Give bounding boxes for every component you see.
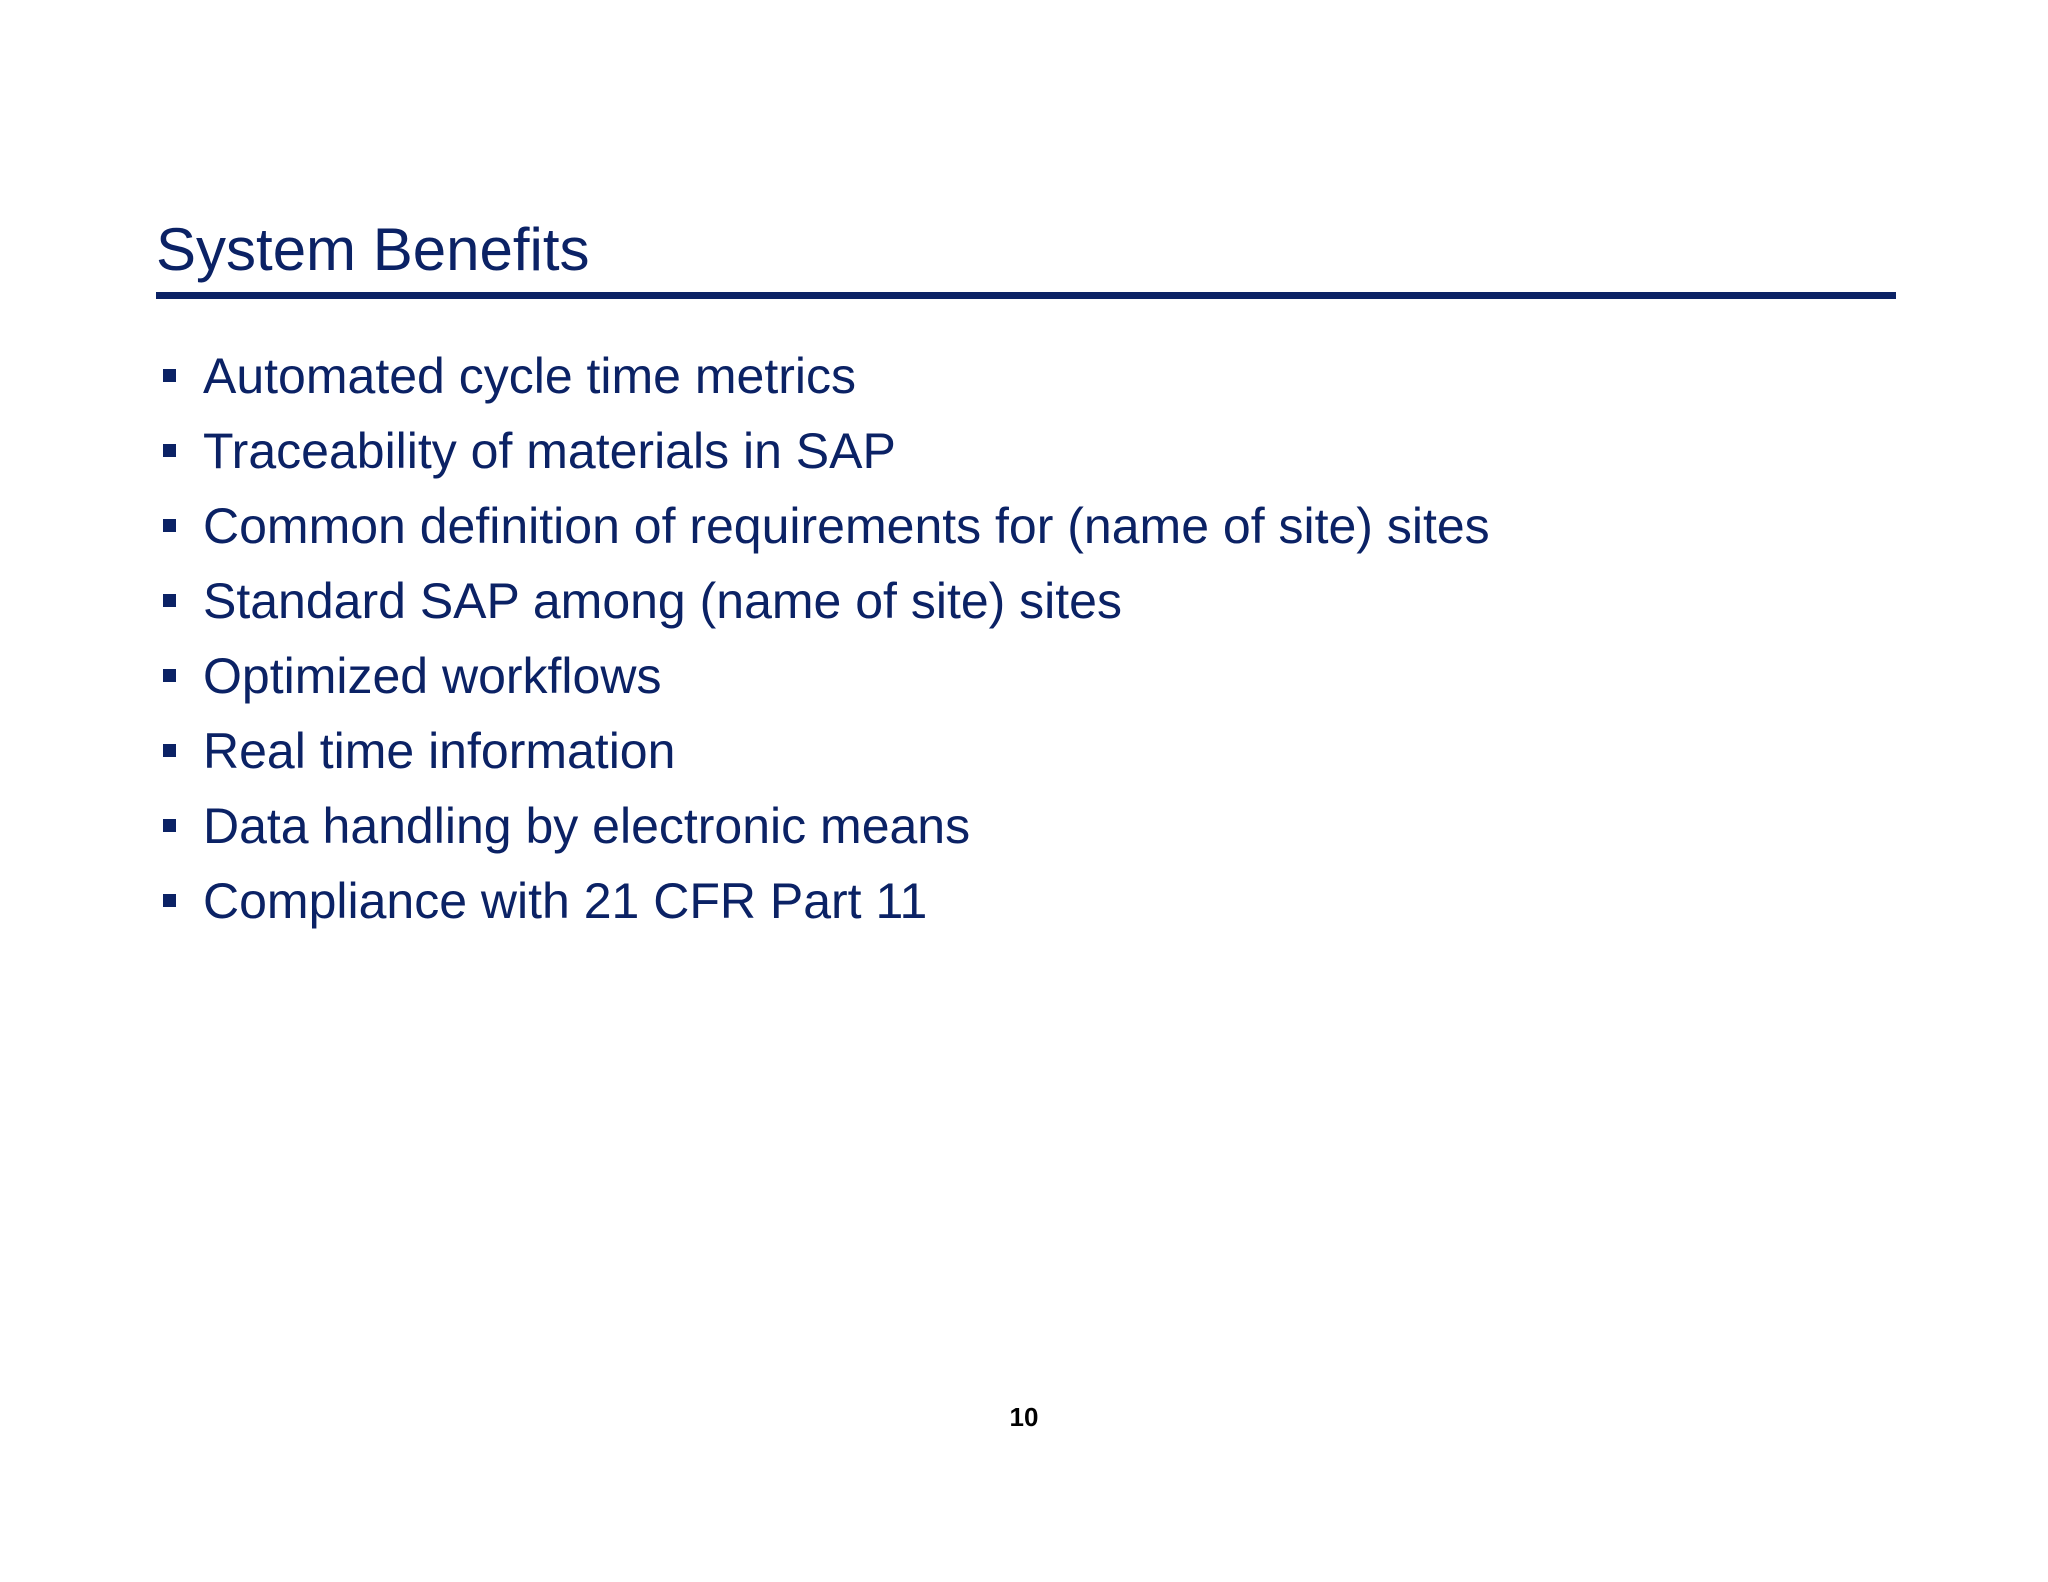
bullet-text: Data handling by electronic means — [203, 797, 971, 854]
bullet-text: Automated cycle time metrics — [203, 347, 856, 404]
bullet-item — [156, 563, 1490, 638]
square-bullet-icon — [163, 519, 176, 532]
bullet-text: Common definition of requirements for (name of site) sites — [203, 497, 1490, 554]
square-bullet-icon — [163, 819, 176, 832]
square-bullet-icon — [163, 894, 176, 907]
title-underline — [156, 292, 1896, 299]
bullet-item — [156, 413, 1490, 488]
bullet-text: Compliance with 21 CFR Part 11 — [203, 872, 928, 929]
bullet-text: Real time information — [203, 722, 676, 779]
bullet-item — [156, 713, 1490, 788]
bullet-item — [156, 638, 1490, 713]
page-number: 10 — [1009, 1402, 1039, 1432]
bullet-text: Traceability of materials in SAP — [203, 422, 896, 479]
square-bullet-icon — [163, 669, 176, 682]
square-bullet-icon — [163, 369, 176, 382]
bullet-list — [156, 338, 1490, 938]
bullet-item — [156, 863, 1490, 938]
bullet-item — [156, 488, 1490, 563]
bullet-item — [156, 338, 1490, 413]
bullet-item — [156, 788, 1490, 863]
bullet-text: Standard SAP among (name of site) sites — [203, 572, 1122, 629]
square-bullet-icon — [163, 444, 176, 457]
square-bullet-icon — [163, 744, 176, 757]
square-bullet-icon — [163, 594, 176, 607]
bullet-text: Optimized workflows — [203, 647, 662, 704]
slide-title: System Benefits — [156, 216, 590, 283]
